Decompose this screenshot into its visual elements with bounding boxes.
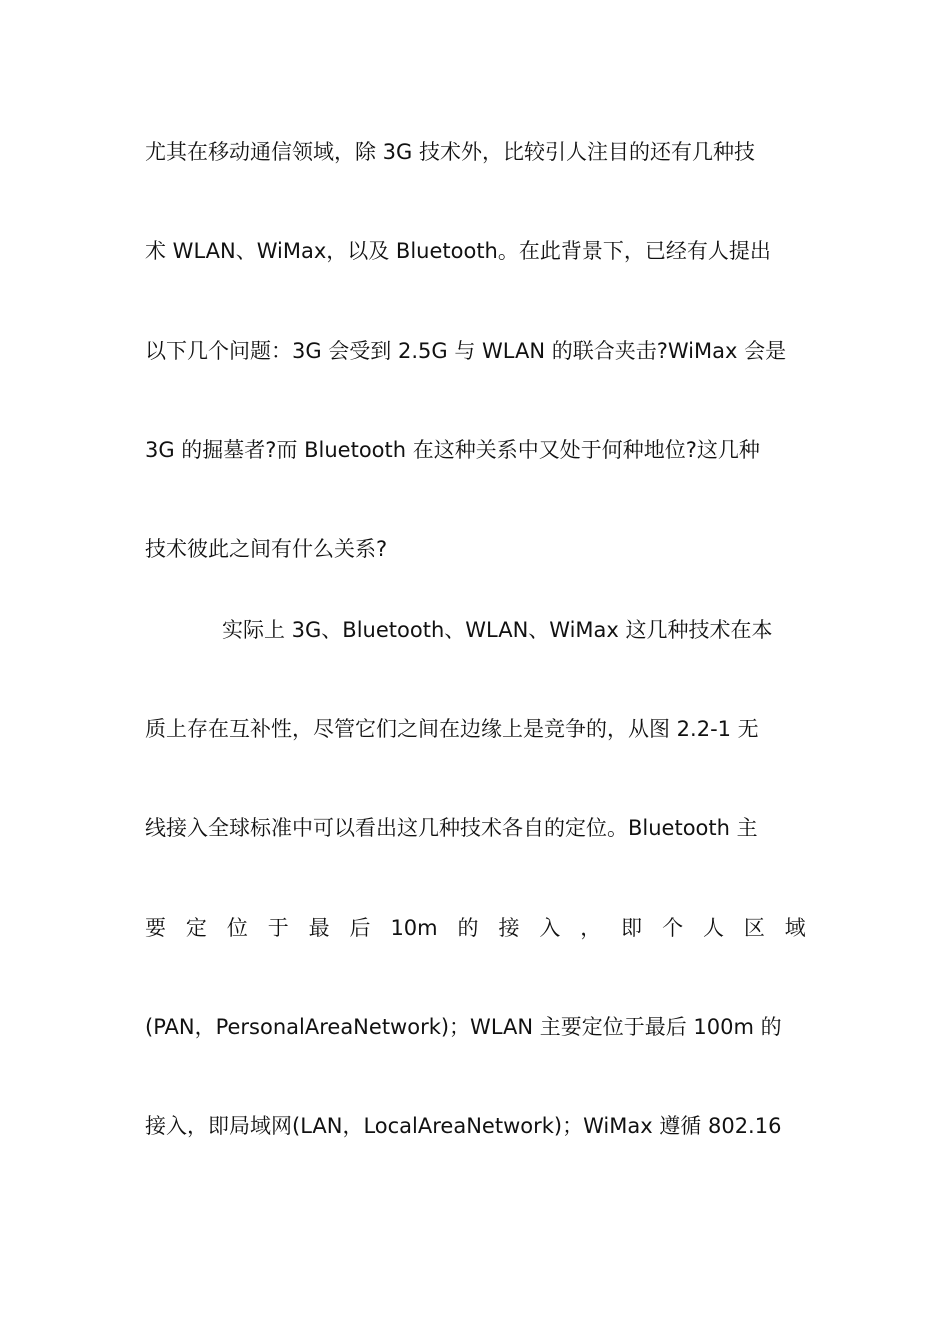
text-token: ， (580, 916, 602, 940)
text-line-1: 尤其在移动通信领域，除 3G 技术外，比较引人注目的还有几种技 (145, 140, 755, 164)
text-token: 入 (539, 916, 561, 940)
text-line-3: 以下几个问题：3G 会受到 2.5G 与 WLAN 的联合夹击?WiMax 会是 (145, 339, 787, 363)
text-token: 要 (145, 916, 166, 940)
text-token: 即 (621, 916, 643, 940)
text-token: 最 (308, 916, 330, 940)
text-line-8: 线接入全球标准中可以看出这几种技术各自的定位。Bluetooth 主 (145, 816, 758, 840)
text-token: 个 (662, 916, 684, 940)
text-line-7: 质上存在互补性，尽管它们之间在边缘上是竞争的，从图 2.2-1 无 (145, 717, 759, 741)
text-token: 人 (702, 916, 724, 940)
text-line-2: 术 WLAN、WiMax，以及 Bluetooth。在此背景下，已经有人提出 (145, 239, 771, 263)
text-token: 接 (498, 916, 520, 940)
text-token: 定 (185, 916, 207, 940)
text-token: 区 (743, 916, 765, 940)
text-line-4: 3G 的掘墓者?而 Bluetooth 在这种关系中又处于何种地位?这几种 (145, 438, 760, 462)
text-line-10: (PAN，PersonalAreaNetwork)；WLAN 主要定位于最后 100m 的 (145, 1015, 782, 1039)
text-token: 于 (267, 916, 289, 940)
text-token: 位 (226, 916, 248, 940)
text-token: 后 (349, 916, 371, 940)
text-token: 的 (457, 916, 479, 940)
text-line-6-paragraph-start: 实际上 3G、Bluetooth、WLAN、WiMax 这几种技术在本 (222, 618, 773, 642)
text-line-11: 接入，即局域网(LAN，LocalAreaNetwork)；WiMax 遵循 802.16 (145, 1114, 782, 1138)
text-token: 10m (390, 916, 438, 940)
text-line-5: 技术彼此之间有什么关系? (145, 537, 388, 561)
text-token: 域 (784, 916, 806, 940)
text-line-9-justified (145, 908, 806, 948)
